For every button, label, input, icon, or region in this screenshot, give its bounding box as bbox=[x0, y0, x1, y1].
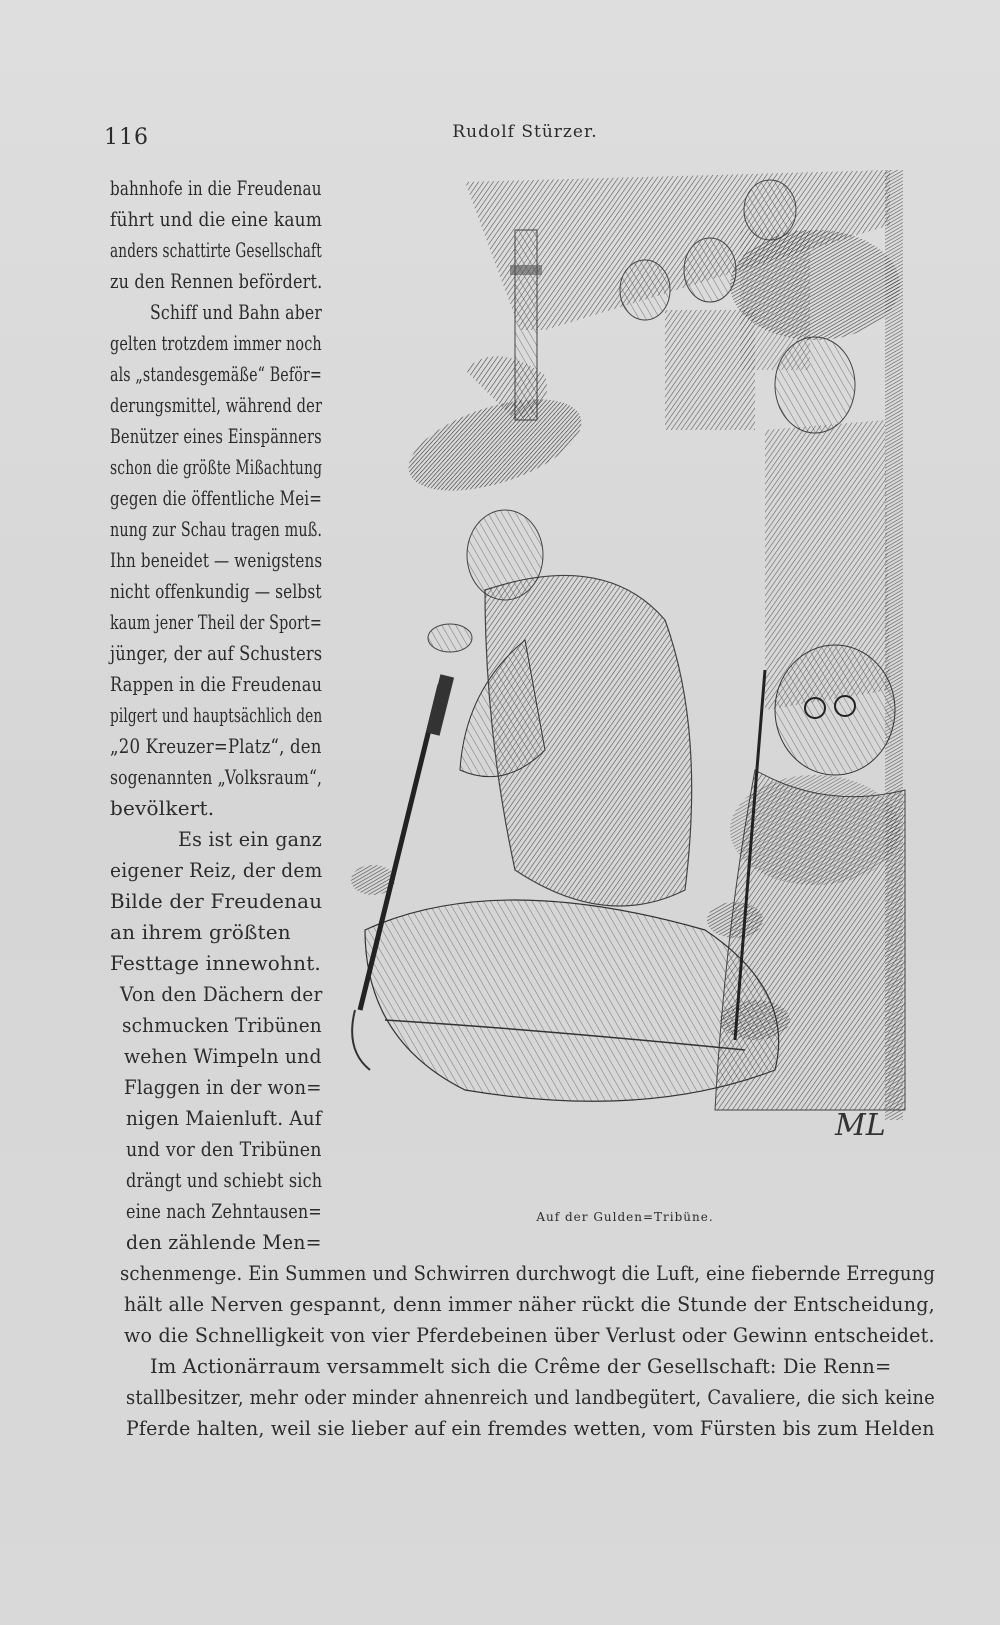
text-line: derungsmittel, während der bbox=[110, 393, 323, 417]
text-line: Ihn beneidet — wenigstens bbox=[110, 548, 323, 572]
text-line: drängt und schiebt sich bbox=[126, 1168, 323, 1192]
text-line: pilgert und hauptsächlich den bbox=[110, 703, 323, 727]
text-line: anders schattirte Gesellschaft bbox=[110, 238, 322, 262]
text-line: nung zur Schau tragen muß. bbox=[110, 517, 323, 541]
text-line: bevölkert. bbox=[110, 796, 215, 820]
text-line: Pferde halten, weil sie lieber auf ein fremdes wetten, vom Fürsten bis zum Helden bbox=[126, 1416, 935, 1440]
text-line: schmucken Tribünen bbox=[122, 1013, 322, 1037]
text-line: nicht offenkundig — selbst bbox=[110, 579, 322, 603]
text-line: kaum jener Theil der Sport= bbox=[110, 610, 323, 634]
text-line: Schiff und Bahn aber bbox=[150, 300, 323, 324]
text-line: gelten trotzdem immer noch bbox=[110, 331, 322, 355]
running-title: Rudolf Stürzer. bbox=[452, 122, 598, 142]
text-line: Von den Dächern der bbox=[120, 982, 323, 1006]
text-line: schon die größte Mißachtung bbox=[110, 455, 323, 479]
text-line: jünger, der auf Schusters bbox=[110, 641, 323, 665]
text-line: hält alle Nerven gespannt, denn immer näher rückt die Stunde der Entscheidung, bbox=[124, 1292, 935, 1316]
text-line: den zählende Men= bbox=[126, 1230, 322, 1254]
illustration-drawing bbox=[345, 170, 945, 1190]
text-line: eigener Reiz, der dem bbox=[110, 858, 323, 882]
illustration-caption: Auf der Gulden=Tribüne. bbox=[536, 1210, 714, 1224]
text-line: führt und die eine kaum bbox=[110, 207, 323, 231]
text-line: wehen Wimpeln und bbox=[124, 1044, 322, 1068]
text-line: schenmenge. Ein Summen und Schwirren durchwogt die Luft, eine fiebernde Erregung bbox=[120, 1261, 936, 1285]
page-number: 116 bbox=[104, 125, 149, 150]
text-line: bahnhofe in die Freudenau bbox=[110, 176, 322, 200]
text-line: als „standesgemäße“ Beför= bbox=[110, 362, 322, 386]
text-line: Im Actionärraum versammelt sich die Crême der Gesellschaft: Die Renn= bbox=[150, 1354, 892, 1378]
text-line: stallbesitzer, mehr oder minder ahnenreich und landbegütert, Cavaliere, die sich keine bbox=[126, 1385, 935, 1409]
text-line: Benützer eines Einspänners bbox=[110, 424, 322, 448]
text-line: an ihrem größten bbox=[110, 920, 291, 944]
text-line: „20 Kreuzer=Platz“, den bbox=[110, 734, 322, 758]
text-line: nigen Maienluft. Auf bbox=[126, 1106, 322, 1130]
text-line: sogenannten „Volksraum“, bbox=[110, 765, 323, 789]
text-line: eine nach Zehntausen= bbox=[126, 1199, 322, 1223]
text-line: Bilde der Freudenau bbox=[110, 889, 323, 913]
text-line: und vor den Tribünen bbox=[126, 1137, 322, 1161]
text-line: wo die Schnelligkeit von vier Pferdebeinen über Verlust oder Gewinn entscheidet. bbox=[124, 1323, 935, 1347]
text-line: zu den Rennen befördert. bbox=[110, 269, 323, 293]
text-line: gegen die öffentliche Mei= bbox=[110, 486, 323, 510]
text-line: Es ist ein ganz bbox=[178, 827, 322, 851]
engraving-illustration bbox=[345, 170, 945, 1190]
text-line: Flaggen in der won= bbox=[124, 1075, 322, 1099]
text-line: Festtage innewohnt. bbox=[110, 951, 321, 975]
artist-signature: ML bbox=[835, 1108, 886, 1143]
text-line: Rappen in die Freudenau bbox=[110, 672, 323, 696]
